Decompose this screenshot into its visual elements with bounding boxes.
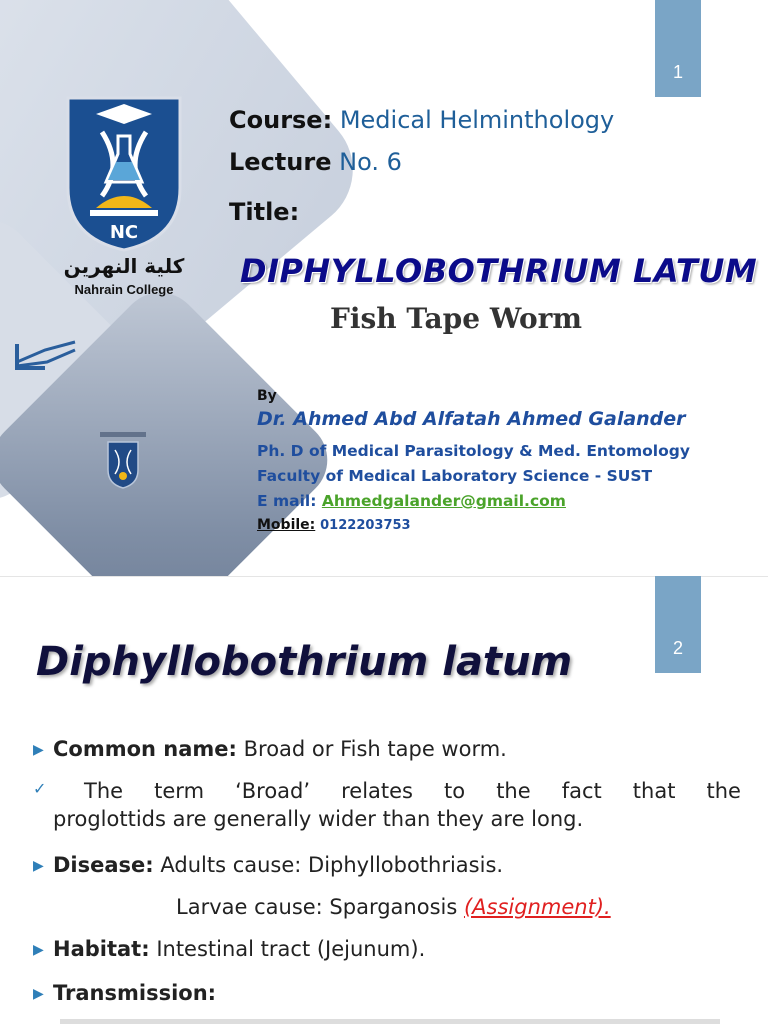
mini-crest-caption <box>100 432 146 437</box>
list-item <box>33 981 741 1005</box>
open-book-icon <box>15 340 77 370</box>
author-faculty: Faculty of Medical Laboratory Science - SUST <box>257 467 653 485</box>
disease-text: Adults cause: Diphyllobothriasis. <box>160 853 504 877</box>
transmission-label: Transmission: <box>53 981 217 1005</box>
broad-note-line2: proglottids are generally wider than they are long. <box>53 807 584 831</box>
college-name-arabic: كلية النهرين <box>63 254 185 278</box>
college-crest-icon <box>66 96 182 252</box>
email-label: E mail: <box>257 492 317 510</box>
email-row <box>257 492 566 510</box>
triangle-bullet-icon: ▶ <box>33 986 44 1002</box>
mobile-value: 0122203753 <box>320 518 411 533</box>
word: to <box>444 779 466 803</box>
common-name-label: Common name: <box>53 737 237 761</box>
mobile-label: Mobile: <box>257 517 316 533</box>
list-item <box>33 937 741 961</box>
sub-title: Fish Tape Worm <box>330 302 583 335</box>
word: ‘Broad’ <box>235 779 311 803</box>
disease-label: Disease: <box>53 853 154 877</box>
lecture-label: Lecture <box>229 148 332 176</box>
slide-number-tab: 2 <box>655 576 701 673</box>
word: that <box>632 779 676 803</box>
slide-number-tab: 1 <box>655 0 701 97</box>
mini-crest-icon <box>106 440 140 490</box>
checkmark-icon: ✓ <box>33 779 47 798</box>
title-label: Title: <box>229 198 300 226</box>
course-line <box>229 106 614 134</box>
word: term <box>154 779 205 803</box>
author-name: Dr. Ahmed Abd Alfatah Ahmed Galander <box>257 408 686 430</box>
college-name-english: Nahrain College <box>74 282 174 297</box>
assignment-note: (Assignment). <box>463 895 611 919</box>
list-item <box>33 853 741 877</box>
list-item <box>33 737 741 761</box>
triangle-bullet-icon: ▶ <box>33 942 44 958</box>
broad-note-line1 <box>33 779 741 803</box>
author-degree: Ph. D of Medical Parasitology & Med. Entomology <box>257 442 690 460</box>
word: the <box>706 779 741 803</box>
word: relates <box>341 779 413 803</box>
habitat-text: Intestinal tract (Jejunum). <box>156 937 426 961</box>
habitat-label: Habitat: <box>53 937 150 961</box>
word: fact <box>561 779 602 803</box>
course-label: Course: <box>229 106 333 134</box>
word: the <box>496 779 531 803</box>
larvae-text: Larvae cause: Sparganosis <box>176 895 458 919</box>
by-label: By <box>257 388 277 404</box>
main-title: DIPHYLLOBOTHRIUM LATUM <box>240 252 758 290</box>
lecture-line <box>229 148 402 176</box>
crest-initials: NC <box>109 222 139 243</box>
lecture-value: No. 6 <box>339 148 402 176</box>
word: The <box>84 779 124 803</box>
cut-off-text-line <box>60 1019 720 1024</box>
course-value: Medical Helminthology <box>339 106 615 134</box>
content-slide <box>0 577 768 1024</box>
list-item <box>33 779 741 831</box>
triangle-bullet-icon: ▶ <box>33 742 44 758</box>
list-item <box>176 895 768 919</box>
common-name-text: Broad or Fish tape worm. <box>243 737 507 761</box>
slide-heading: Diphyllobothrium latum <box>36 639 573 685</box>
email-link[interactable]: Ahmedgalander@gmail.com <box>321 492 566 510</box>
mobile-row <box>257 517 411 533</box>
triangle-bullet-icon: ▶ <box>33 858 44 874</box>
